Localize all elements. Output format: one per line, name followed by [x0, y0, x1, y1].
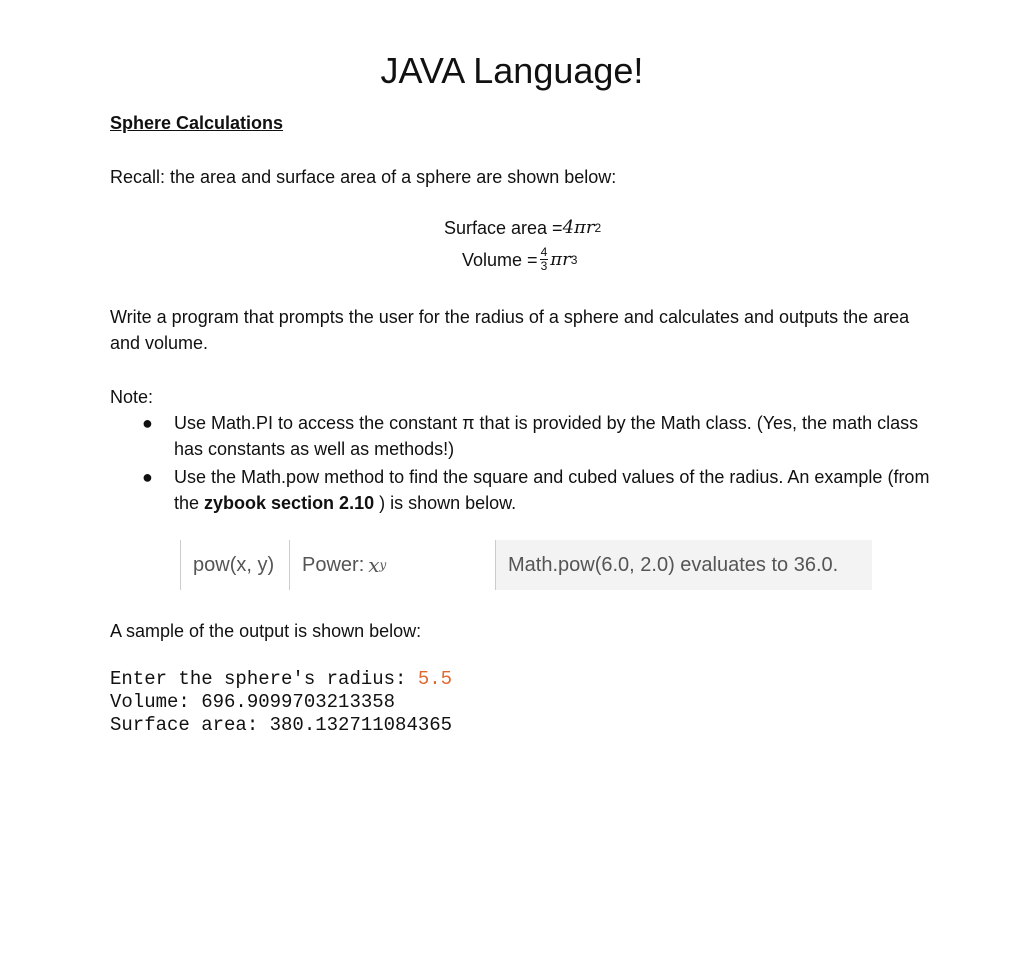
sample-console-output — [110, 668, 452, 737]
note-list — [140, 410, 940, 518]
page-title: JAVA Language! — [380, 50, 644, 91]
pow-example-table — [180, 540, 872, 590]
list-item — [140, 464, 940, 516]
surface-area-label: Surface area = — [444, 218, 563, 238]
section-heading: Sphere Calculations — [110, 113, 284, 133]
console-user-input: 5.5 — [417, 668, 453, 690]
bullet-text-2-pre: Use the Math.pow method to find the square and cubed values of the radius. An example (from the — [174, 467, 930, 513]
console-line-2: Volume: 696.9099703213358 — [110, 691, 396, 713]
pow-description-cell: Power: x y — [290, 540, 496, 590]
note-label: Note: — [110, 387, 154, 407]
volume-expression: πr — [550, 248, 571, 270]
zybook-reference: zybook section 2.10 — [204, 493, 375, 513]
volume-label: Volume = — [462, 249, 538, 270]
volume-formula: Volume = $\frac{4}{3}$ πr 3 — [462, 245, 578, 273]
console-line-1 — [110, 668, 452, 691]
bullet-text-2-post: ) is shown below. — [374, 493, 517, 513]
console-prompt: Enter the sphere's radius: — [110, 668, 418, 690]
bullet-icon: ● — [142, 413, 153, 433]
pow-description-label: Power: — [302, 553, 365, 576]
assignment-text: Write a program that prompts the user for the radius of a sphere and calculates and outputs the area and volume. — [110, 307, 910, 353]
pow-example-cell: Math.pow(6.0, 2.0) evaluates to 36.0. — [508, 553, 839, 576]
fraction-numerator: 4 — [540, 245, 548, 259]
bullet-text-1: Use Math.PI to access the constant π that is provided by the Math class. (Yes, the math class has constants as well as methods!) — [174, 413, 919, 459]
sample-output-label: A sample of the output is shown below: — [110, 621, 422, 641]
pow-function-cell: pow(x, y) — [180, 540, 290, 590]
fraction-denominator: 3 — [540, 259, 548, 273]
pow-base: x — [368, 553, 380, 577]
recall-text: Recall: the area and surface area of a sphere are shown below: — [110, 167, 617, 187]
volume-fraction — [540, 246, 549, 273]
surface-area-formula: Surface area = 4πr 2 — [444, 215, 601, 241]
surface-area-expression: 4πr — [562, 217, 595, 238]
list-item — [140, 410, 940, 462]
bullet-icon: ● — [142, 467, 153, 487]
console-line-3: Surface area: 380.132711084365 — [110, 714, 453, 736]
